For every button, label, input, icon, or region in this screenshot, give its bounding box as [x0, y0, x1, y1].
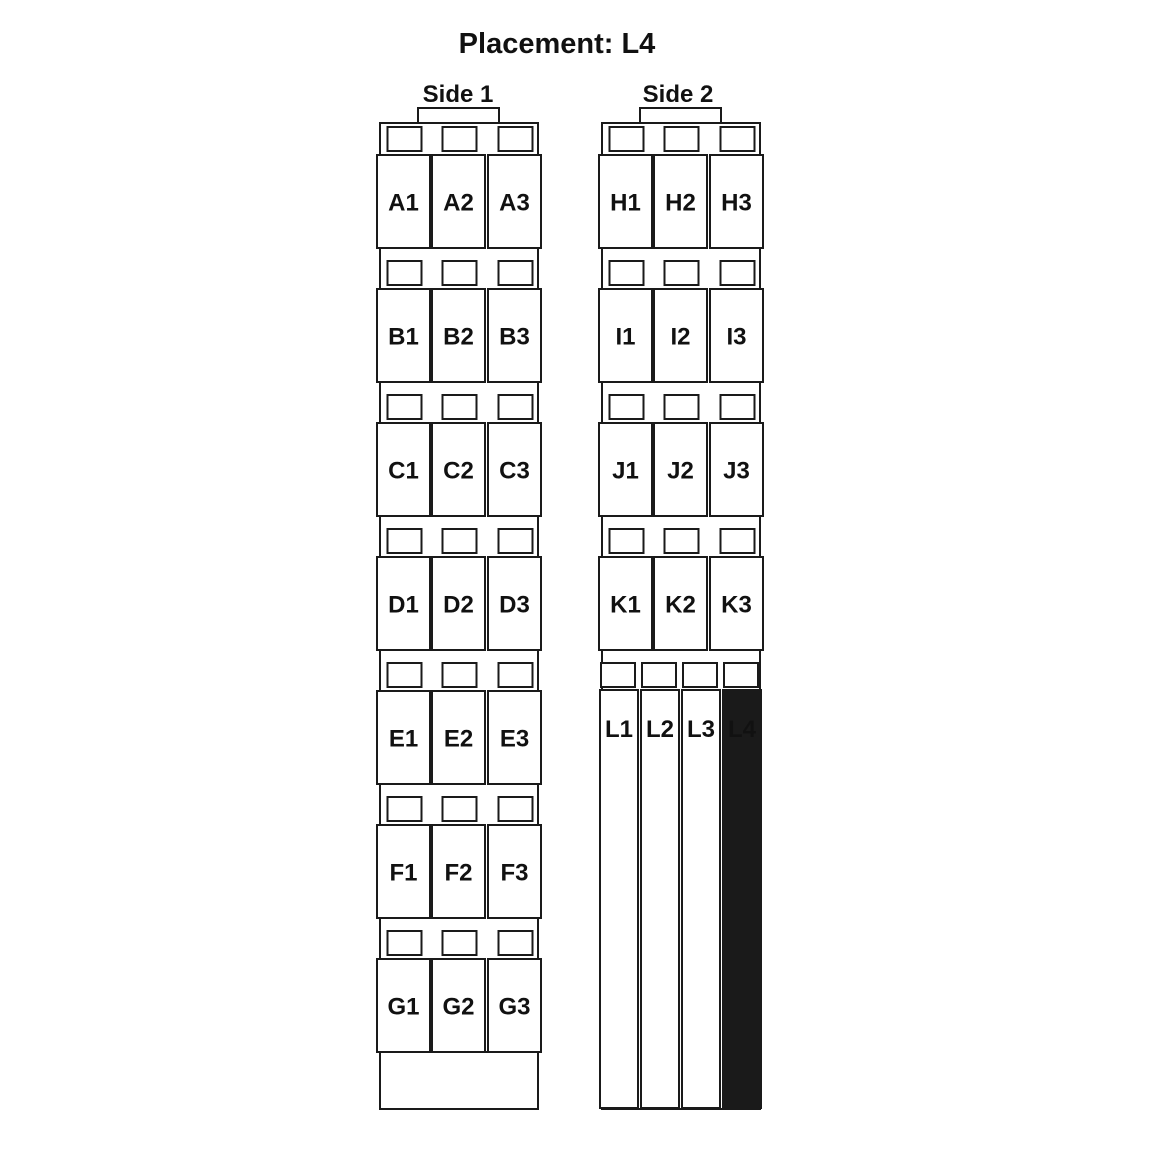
cell-label-f2: F2: [444, 859, 473, 887]
cell-label-c2: C2: [443, 457, 474, 485]
slot-tab: [388, 797, 422, 821]
cell-label-j1: J1: [612, 457, 639, 485]
slot-tab: [443, 261, 477, 285]
slot-tab: [665, 127, 699, 151]
cell-label-d1: D1: [388, 591, 419, 619]
cell-label-k3: K3: [721, 591, 752, 619]
cell-label-i3: I3: [726, 323, 747, 351]
slot-tab: [499, 261, 533, 285]
slot-tab: [388, 931, 422, 955]
slot-tab: [443, 663, 477, 687]
cell-label-g2: G2: [442, 993, 475, 1021]
slot-tab: [642, 663, 676, 687]
cell-label-j3: J3: [723, 457, 750, 485]
side-1-label: Side 1: [422, 81, 494, 108]
cell-label-d3: D3: [499, 591, 530, 619]
cell-label-j2: J2: [667, 457, 694, 485]
cell-label-a3: A3: [499, 189, 530, 217]
placement-title: Placement: L4: [458, 28, 656, 60]
slot-tab: [499, 127, 533, 151]
slot-tab: [610, 127, 644, 151]
slot-tab: [665, 529, 699, 553]
slot-tab: [499, 797, 533, 821]
side-2-label: Side 2: [642, 81, 714, 108]
slot-tab: [499, 395, 533, 419]
cell-label-a2: A2: [443, 189, 474, 217]
side-1-bracket: [418, 108, 499, 123]
cell-label-b1: B1: [388, 323, 419, 351]
cell-label-d2: D2: [443, 591, 474, 619]
cell-label-e3: E3: [499, 725, 530, 753]
side-2-bracket: [640, 108, 721, 123]
cell-label-l1: L1: [604, 716, 634, 743]
cell-label-i2: I2: [670, 323, 691, 351]
cell-label-f1: F1: [389, 859, 418, 887]
cell-label-c1: C1: [388, 457, 419, 485]
slot-tab: [388, 663, 422, 687]
slot-tab: [610, 395, 644, 419]
slot-tab: [499, 931, 533, 955]
slot-tab: [724, 663, 758, 687]
slot-tab: [443, 529, 477, 553]
cell-l1: [600, 690, 638, 1108]
cell-label-f3: F3: [500, 859, 529, 887]
cell-label-b3: B3: [499, 323, 530, 351]
cell-label-l3: L3: [686, 716, 716, 743]
slot-tab: [388, 261, 422, 285]
slot-tab: [443, 127, 477, 151]
slot-tab: [388, 127, 422, 151]
slot-tab: [443, 797, 477, 821]
slot-tab: [443, 931, 477, 955]
cell-label-l2: L2: [645, 716, 675, 743]
cell-l4-selected: [723, 690, 761, 1108]
slot-tab: [388, 395, 422, 419]
slot-tab: [610, 261, 644, 285]
cell-label-c3: C3: [499, 457, 530, 485]
slot-tab: [721, 395, 755, 419]
cell-label-a1: A1: [388, 189, 419, 217]
slot-tab: [721, 261, 755, 285]
slot-tab: [388, 529, 422, 553]
cell-label-k2: K2: [665, 591, 696, 619]
cell-label-k1: K1: [610, 591, 641, 619]
cell-label-b2: B2: [443, 323, 474, 351]
slot-tab: [721, 529, 755, 553]
cell-label-i1: I1: [615, 323, 636, 351]
cell-label-e2: E2: [443, 725, 474, 753]
slot-tab: [665, 395, 699, 419]
slot-tab: [665, 261, 699, 285]
cell-label-h1: H1: [610, 189, 641, 217]
slot-tab: [601, 663, 635, 687]
cell-label-h3: H3: [721, 189, 752, 217]
cell-label-g3: G3: [498, 993, 531, 1021]
cell-label-h2: H2: [665, 189, 696, 217]
slot-tab: [499, 529, 533, 553]
cell-label-l4: L4: [727, 716, 757, 743]
cell-l2: [641, 690, 679, 1108]
cell-label-e1: E1: [388, 725, 419, 753]
cell-label-g1: G1: [387, 993, 420, 1021]
cell-l3: [682, 690, 720, 1108]
slot-tab: [683, 663, 717, 687]
slot-tab: [610, 529, 644, 553]
slot-tab: [499, 663, 533, 687]
slot-tab: [721, 127, 755, 151]
side-1-base: [380, 1052, 538, 1109]
slot-tab: [443, 395, 477, 419]
